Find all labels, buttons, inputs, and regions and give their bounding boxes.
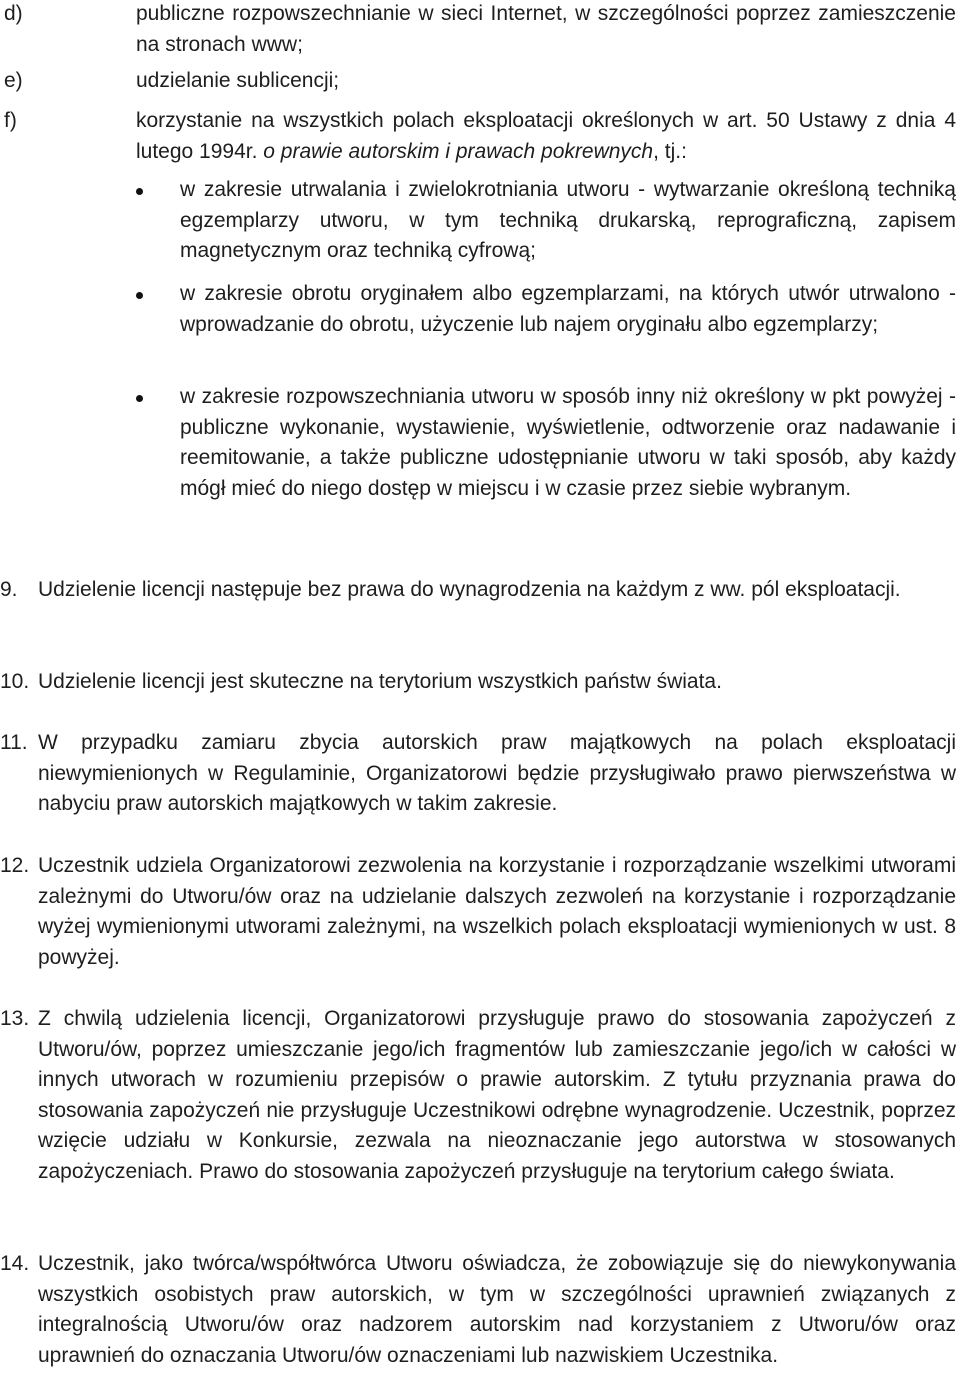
item-text: [136, 106, 956, 167]
paragraph-text: Uczestnik, jako twórca/współtwórca Utworu oświadcza, że zobowiązuje się do niewykonywania wszystkich osobistych praw autorskich, w tym w szczególności uprawnień związanych z integralnością Utworu/ów oraz nadzorem autorskim nad korzystaniem z Utworu/ów oraz uprawnień do oznaczania Utworu/ów oznaczeniami lub nazwiskiem Uczestnika.: [38, 1252, 956, 1367]
paragraph-text: Udzielenie licencji jest skuteczne na terytorium wszystkich państw świata.: [38, 670, 722, 693]
bullet-item-1: [0, 175, 956, 267]
bullet-text: w zakresie obrotu oryginałem albo egzemplarzami, na których utwór utrwalono - wprowadzanie do obrotu, użyczenie lub najem oryginału albo egzemplarzy;: [180, 282, 956, 336]
paragraph-number: 11.: [0, 731, 28, 754]
paragraph-text: W przypadku zamiaru zbycia autorskich praw majątkowych na polach eksploatacji niewymienionych w Regulaminie, Organizatorowi będzie przysługiwało prawo pierwszeństwa w nabyciu praw autorskich majątkowych w takim zakresie.: [38, 731, 956, 816]
list-item-f: [0, 106, 956, 167]
bullet-text: w zakresie utrwalania i zwielokrotniania utworu - wytwarzanie określoną techniką egzemplarzy utworu, w tym techniką drukarską, reprograficzną, zapisem magnetycznym oraz techniką cyfrową;: [180, 178, 956, 263]
paragraph-number: 14.: [0, 1252, 30, 1275]
list-item-e: [0, 66, 956, 97]
item-label: d): [4, 2, 23, 25]
paragraph-number: 9.: [0, 578, 18, 601]
paragraph-13: [0, 1004, 956, 1188]
item-text-part: , tj.:: [653, 139, 687, 163]
paragraph-number: 12.: [0, 854, 30, 877]
item-text: udzielanie sublicencji;: [136, 69, 340, 92]
paragraph-14: [0, 1249, 956, 1371]
paragraph-number: 10.: [0, 670, 30, 693]
paragraph-text: Udzielenie licencji następuje bez prawa do wynagrodzenia na każdym z ww. pól eksploatacji.: [38, 578, 901, 601]
list-item-d: [0, 0, 956, 60]
paragraph-9: [0, 575, 956, 606]
bullet-icon: [136, 395, 143, 402]
bullet-item-2: [0, 279, 956, 340]
paragraph-10: [0, 667, 956, 698]
paragraph-12: [0, 851, 956, 973]
item-text-part: korzystanie na wszystkich polach eksploatacji określonych w art. 50 Ustawy z dnia 4 lutego 1994r.: [136, 109, 956, 163]
item-label: e): [4, 69, 23, 92]
law-title-italic: o prawie autorskim i prawach pokrewnych: [263, 139, 654, 163]
item-text: publiczne rozpowszechnianie w sieci Internet, w szczególności poprzez zamieszczenie na stronach www;: [136, 2, 956, 56]
bullet-item-3: [0, 382, 956, 504]
paragraph-text: Uczestnik udziela Organizatorowi zezwolenia na korzystanie i rozporządzanie wszelkimi utworami zależnymi do Utworu/ów oraz na udzielanie dalszych zezwoleń na korzystanie i rozporządzanie wyżej wymienionymi utworami zależnymi, na wszelkich polach eksploatacji wymienionych w ust. 8 powyżej.: [38, 854, 956, 969]
paragraph-number: 13.: [0, 1007, 30, 1030]
item-label: f): [4, 109, 17, 132]
bullet-text: w zakresie rozpowszechniania utworu w sposób inny niż określony w pkt powyżej - publiczne wykonanie, wystawienie, wyświetlenie, odtworzenie oraz nadawanie i reemitowanie, a także publiczne udostępnianie utworu w taki sposób, aby każdy mógł mieć do niego dostęp w miejscu i w czasie przez siebie wybranym.: [180, 385, 956, 500]
paragraph-text: Z chwilą udzielenia licencji, Organizatorowi przysługuje prawo do stosowania zapożyczeń z Utworu/ów, poprzez umieszczanie jego/ich fragmentów lub zamieszczanie jego/ich w całości w innych utworach w rozumieniu przepisów o prawie autorskim. Z tytułu przyznania prawa do stosowania zapożyczeń nie przysługuje Uczestnikowi odrębne wynagrodzenie. Uczestnik, poprzez wzięcie udziału w Konkursie, zezwala na nieoznaczanie jego autorstwa w stosowanych zapożyczeniach. Prawo do stosowania zapożyczeń przysługuje na terytorium całego świata.: [38, 1007, 956, 1183]
paragraph-11: [0, 728, 956, 820]
bullet-icon: [136, 292, 143, 299]
bullet-icon: [136, 188, 143, 195]
